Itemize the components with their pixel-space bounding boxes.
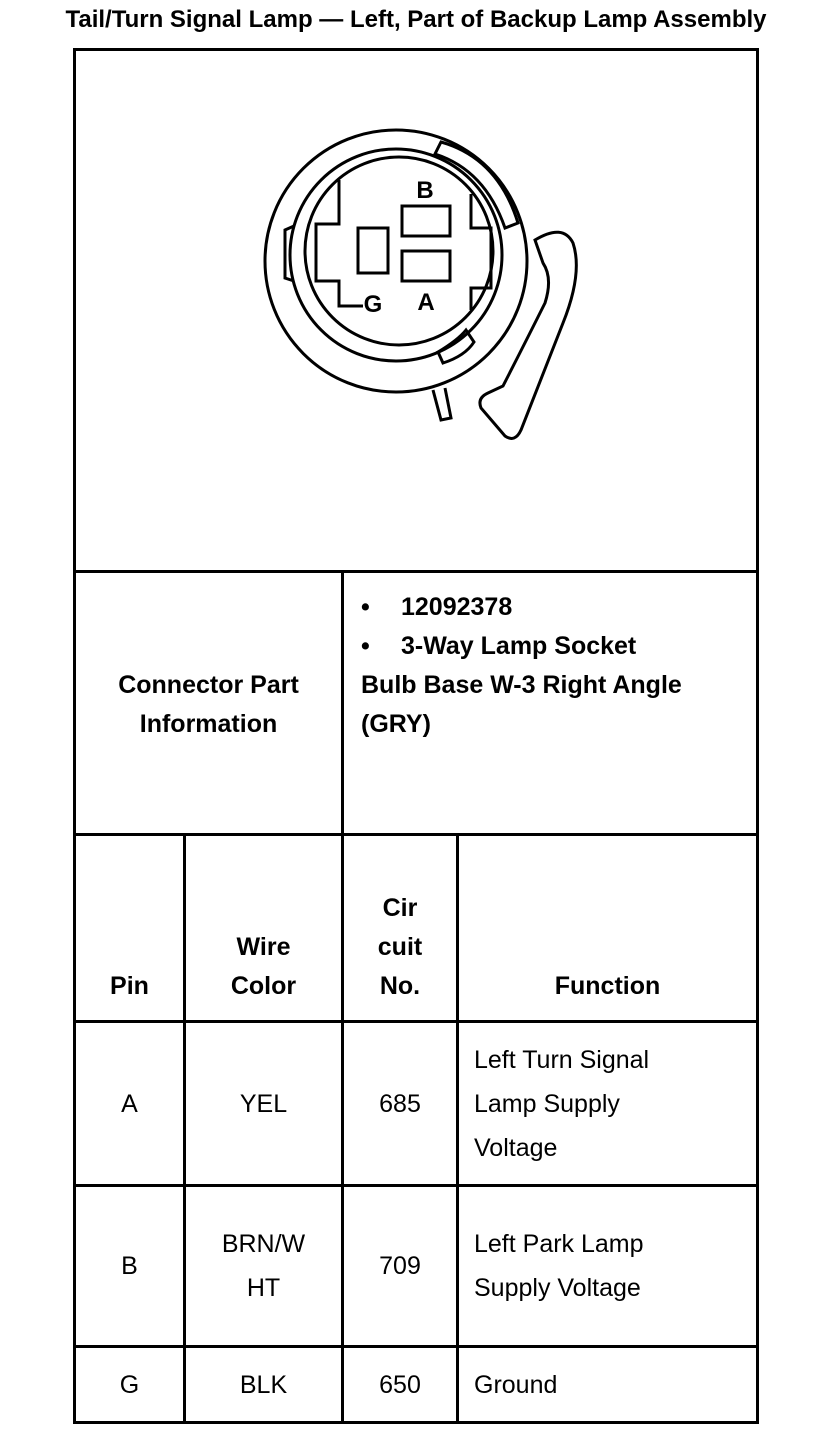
row-circuit: 685 <box>379 1089 421 1118</box>
header-wire-color: Wire Color <box>230 933 297 1000</box>
wire-lead-left <box>433 388 451 420</box>
row-pin: A <box>121 1089 138 1118</box>
pin-label-g: G <box>363 291 383 318</box>
header-pin: Pin <box>110 972 149 1000</box>
part-info-label: Connector Part Information <box>118 671 299 738</box>
connector-face-diagram <box>73 48 759 572</box>
part-number-bullet: • 12092378 <box>361 593 513 621</box>
socket-key-profile <box>316 180 363 306</box>
pin-label-b: B <box>416 177 434 204</box>
row-circuit: 709 <box>379 1252 421 1280</box>
part-type: 3-Way Lamp Socket <box>401 632 637 660</box>
row-pin: B <box>121 1252 138 1280</box>
pin-b-contact <box>402 206 450 236</box>
socket-key-profile-right <box>471 194 491 310</box>
part-info-details <box>361 588 751 744</box>
part-description-line2: (GRY) <box>361 710 431 738</box>
row-function: Ground <box>474 1370 558 1399</box>
header-circuit-no: Cir cuit No. <box>377 894 423 1000</box>
row-function: Left Park Lamp Supply Voltage <box>474 1230 644 1302</box>
row-wire-color: BLK <box>239 1370 288 1399</box>
part-description-line1: Bulb Base W-3 Right Angle <box>361 671 682 699</box>
connector-inner-ring <box>290 149 502 361</box>
part-type-bullet: • 3-Way Lamp Socket <box>361 632 637 660</box>
pin-g-contact <box>358 228 388 273</box>
row-wire-color: YEL <box>239 1089 288 1118</box>
row-circuit: 650 <box>379 1370 421 1399</box>
row-function: Left Turn Signal Lamp Supply Voltage <box>474 1045 650 1162</box>
page-title: Tail/Turn Signal Lamp — Left, Part of Backup Lamp Assembly <box>65 6 767 33</box>
pin-label-a: A <box>417 289 435 316</box>
connector-socket-ring <box>305 157 493 345</box>
part-number: 12092378 <box>401 593 513 621</box>
row-pin: G <box>119 1370 140 1399</box>
pin-a-contact <box>402 251 450 281</box>
row-wire-color: BRN/W HT <box>221 1230 306 1302</box>
header-function: Function <box>554 972 661 1000</box>
